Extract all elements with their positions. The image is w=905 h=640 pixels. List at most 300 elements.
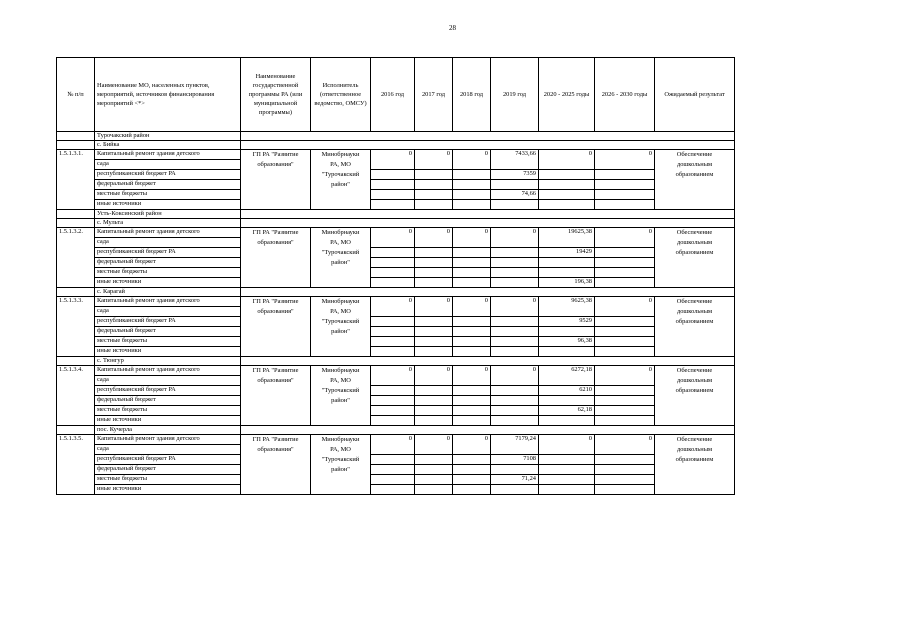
source-label: федеральный бюджет [95, 258, 241, 268]
program-line: ГП РА "Развитие [252, 367, 299, 374]
source-value [415, 170, 453, 180]
activity-name: Капитальный ремонт здания детского [95, 435, 241, 445]
source-value [415, 317, 453, 327]
source-value [371, 327, 415, 337]
source-value [415, 268, 453, 278]
source-value [491, 465, 539, 475]
total-value: 0 [595, 150, 655, 170]
header-2020-2025: 2020 - 2025 годы [539, 58, 595, 132]
source-label: иные источники [95, 200, 241, 210]
total-value: 0 [371, 150, 415, 170]
total-value: 0 [415, 297, 453, 317]
source-value [371, 475, 415, 485]
settlement-row [57, 357, 735, 366]
source-value [453, 327, 491, 337]
source-value [415, 200, 453, 210]
executor-line: Минобрнауки [321, 298, 360, 305]
executor-line: Минобрнауки [321, 151, 360, 158]
total-value: 0 [453, 150, 491, 170]
total-value: 0 [491, 228, 539, 248]
source-label: иные источники [95, 485, 241, 495]
source-value [595, 475, 655, 485]
result-cell [655, 435, 735, 495]
source-value [491, 485, 539, 495]
source-label: местные бюджеты [95, 190, 241, 200]
source-value [415, 327, 453, 337]
source-value [371, 465, 415, 475]
source-value [453, 485, 491, 495]
source-value [539, 455, 595, 465]
total-value: 6272,18 [539, 366, 595, 386]
activity-name-cont: сада [95, 445, 241, 455]
total-value: 0 [371, 366, 415, 386]
program-cell [241, 228, 311, 288]
result-line: Обеспечение [676, 229, 713, 236]
header-2019: 2019 год [491, 58, 539, 132]
source-value [415, 347, 453, 357]
source-value [415, 485, 453, 495]
source-value [595, 190, 655, 200]
source-row [57, 268, 735, 278]
settlement-name: с. Бийка [95, 141, 241, 150]
source-row [57, 248, 735, 258]
source-value [371, 485, 415, 495]
source-value [371, 190, 415, 200]
source-value [595, 258, 655, 268]
executor-line: РА, МО [330, 377, 351, 384]
empty-cell [57, 357, 95, 366]
result-line: Обеспечение [676, 436, 713, 443]
header-result: Ожидаемый результат [655, 58, 735, 132]
source-value [491, 386, 539, 396]
source-row [57, 200, 735, 210]
source-value: 7359 [491, 170, 539, 180]
source-value [491, 337, 539, 347]
source-value [491, 258, 539, 268]
empty-cell [57, 426, 95, 435]
source-value [415, 258, 453, 268]
source-value [595, 278, 655, 288]
total-value: 0 [415, 150, 453, 170]
source-label: республиканский бюджет РА [95, 248, 241, 258]
source-value [453, 190, 491, 200]
source-value [371, 416, 415, 426]
executor-cell [311, 435, 371, 495]
source-value [371, 406, 415, 416]
result-line: образованием [675, 456, 714, 463]
program-line: образования" [257, 161, 294, 168]
financing-table [56, 57, 735, 495]
program-line: ГП РА "Развитие [252, 151, 299, 158]
total-value: 0 [453, 297, 491, 317]
source-value [415, 455, 453, 465]
total-value: 0 [491, 297, 539, 317]
source-row [57, 416, 735, 426]
result-line: образованием [675, 318, 714, 325]
source-value [595, 248, 655, 258]
total-value: 9625,38 [539, 297, 595, 317]
source-value [595, 268, 655, 278]
program-line: образования" [257, 308, 294, 315]
executor-line: РА, МО [330, 308, 351, 315]
result-line: дошкольным [676, 446, 713, 453]
source-value [415, 386, 453, 396]
source-label: местные бюджеты [95, 268, 241, 278]
result-line: Обеспечение [676, 298, 713, 305]
source-value [595, 396, 655, 406]
total-value: 0 [371, 228, 415, 248]
executor-line: район" [331, 181, 350, 188]
source-row [57, 386, 735, 396]
source-value [539, 327, 595, 337]
source-value: 6210 [539, 386, 595, 396]
settlement-name: с. Тюнгур [95, 357, 241, 366]
executor-cell [311, 297, 371, 357]
source-value [371, 347, 415, 357]
source-label: местные бюджеты [95, 337, 241, 347]
source-value [453, 258, 491, 268]
source-label: иные источники [95, 416, 241, 426]
source-label: федеральный бюджет [95, 396, 241, 406]
source-label: республиканский бюджет РА [95, 386, 241, 396]
program-line: образования" [257, 446, 294, 453]
activity-name-cont: сада [95, 160, 241, 170]
source-label: республиканский бюджет РА [95, 455, 241, 465]
source-value [415, 406, 453, 416]
settlement-name: пос. Кучерла [95, 426, 241, 435]
source-value [595, 455, 655, 465]
empty-cell [57, 132, 95, 141]
empty-cell [241, 141, 735, 150]
source-row [57, 258, 735, 268]
source-value [595, 317, 655, 327]
source-value [371, 386, 415, 396]
result-cell [655, 366, 735, 426]
source-value: 7108 [491, 455, 539, 465]
table-header-row [57, 58, 735, 132]
source-label: республиканский бюджет РА [95, 317, 241, 327]
empty-cell [241, 288, 735, 297]
source-row [57, 317, 735, 327]
executor-cell [311, 150, 371, 210]
header-2016: 2016 год [371, 58, 415, 132]
program-cell [241, 297, 311, 357]
program-cell [241, 435, 311, 495]
page-number: 28 [449, 24, 456, 32]
source-value: 71,24 [491, 475, 539, 485]
executor-line: РА, МО [330, 239, 351, 246]
executor-line: "Турочакский [321, 456, 360, 463]
total-value: 0 [539, 150, 595, 170]
executor-line: район" [331, 328, 350, 335]
activity-name-cont: сада [95, 238, 241, 248]
source-value: 74,66 [491, 190, 539, 200]
source-label: федеральный бюджет [95, 465, 241, 475]
empty-cell [57, 288, 95, 297]
source-value [371, 200, 415, 210]
total-value: 0 [595, 297, 655, 317]
source-value [539, 180, 595, 190]
total-value: 0 [453, 366, 491, 386]
source-value [415, 396, 453, 406]
source-row [57, 396, 735, 406]
source-label: иные источники [95, 347, 241, 357]
source-value [539, 347, 595, 357]
source-row [57, 327, 735, 337]
executor-line: Минобрнауки [321, 436, 360, 443]
source-value [453, 268, 491, 278]
source-value [491, 248, 539, 258]
program-line: образования" [257, 377, 294, 384]
source-value [595, 416, 655, 426]
activity-id: 1.5.1.3.3. [57, 297, 95, 357]
empty-cell [241, 357, 735, 366]
header-2018: 2018 год [453, 58, 491, 132]
executor-line: "Турочакский [321, 387, 360, 394]
district-row [57, 210, 735, 219]
source-value [491, 416, 539, 426]
source-row [57, 337, 735, 347]
total-value: 0 [595, 366, 655, 386]
total-value: 0 [415, 228, 453, 248]
settlement-row [57, 288, 735, 297]
executor-line: Минобрнауки [321, 367, 360, 374]
source-value [415, 475, 453, 485]
source-value [371, 317, 415, 327]
source-value [539, 475, 595, 485]
executor-line: РА, МО [330, 446, 351, 453]
source-value [415, 416, 453, 426]
source-value [453, 455, 491, 465]
source-value [453, 170, 491, 180]
source-value [415, 465, 453, 475]
settlement-row [57, 141, 735, 150]
header-name: Наименование МО, населенных пунктов, мероприятий, источников финансирования мероприятий <*> [95, 58, 241, 132]
activity-row [57, 228, 735, 238]
activity-id: 1.5.1.3.4. [57, 366, 95, 426]
source-value [539, 200, 595, 210]
source-label: республиканский бюджет РА [95, 170, 241, 180]
source-value [491, 268, 539, 278]
activity-row [57, 297, 735, 307]
source-value [491, 200, 539, 210]
source-value [491, 347, 539, 357]
source-value [539, 485, 595, 495]
executor-line: район" [331, 259, 350, 266]
activity-id: 1.5.1.3.5. [57, 435, 95, 495]
source-value [415, 190, 453, 200]
result-line: дошкольным [676, 239, 713, 246]
result-line: дошкольным [676, 308, 713, 315]
executor-cell [311, 366, 371, 426]
header-program: Наименование государственной программы РА (или муниципальной программы) [241, 58, 311, 132]
source-value: 62,18 [539, 406, 595, 416]
source-value [539, 268, 595, 278]
empty-cell [241, 219, 735, 228]
total-value: 0 [595, 435, 655, 455]
source-value [453, 248, 491, 258]
source-value: 96,38 [539, 337, 595, 347]
source-value [539, 258, 595, 268]
source-value [595, 465, 655, 475]
empty-cell [57, 210, 95, 219]
source-value [595, 170, 655, 180]
program-line: ГП РА "Развитие [252, 229, 299, 236]
program-line: образования" [257, 239, 294, 246]
source-value [453, 386, 491, 396]
source-value [415, 248, 453, 258]
empty-cell [241, 210, 735, 219]
activity-id: 1.5.1.3.2. [57, 228, 95, 288]
result-line: дошкольным [676, 161, 713, 168]
source-value [371, 258, 415, 268]
source-value [453, 337, 491, 347]
source-value [491, 327, 539, 337]
source-value [371, 455, 415, 465]
source-value [453, 200, 491, 210]
source-value [595, 485, 655, 495]
total-value: 0 [595, 228, 655, 248]
executor-line: район" [331, 466, 350, 473]
source-value [415, 278, 453, 288]
total-value: 0 [371, 297, 415, 317]
empty-cell [57, 141, 95, 150]
source-value [491, 406, 539, 416]
source-value [491, 180, 539, 190]
source-value [453, 406, 491, 416]
program-cell [241, 366, 311, 426]
source-value [415, 180, 453, 190]
result-line: дошкольным [676, 377, 713, 384]
source-label: федеральный бюджет [95, 327, 241, 337]
source-value [371, 337, 415, 347]
total-value: 0 [415, 435, 453, 455]
source-value [371, 268, 415, 278]
source-row [57, 190, 735, 200]
source-row [57, 180, 735, 190]
settlement-row [57, 426, 735, 435]
source-label: федеральный бюджет [95, 180, 241, 190]
activity-row [57, 366, 735, 376]
source-value: 9529 [539, 317, 595, 327]
total-value: 7179,24 [491, 435, 539, 455]
executor-line: РА, МО [330, 161, 351, 168]
activity-name: Капитальный ремонт здания детского [95, 150, 241, 160]
executor-line: "Турочакский [321, 249, 360, 256]
activity-row [57, 150, 735, 160]
source-value [453, 396, 491, 406]
source-value [371, 180, 415, 190]
header-executor: Исполнитель (ответственное ведомство, ОМСУ) [311, 58, 371, 132]
source-value [539, 416, 595, 426]
program-line: ГП РА "Развитие [252, 298, 299, 305]
total-value: 0 [415, 366, 453, 386]
source-value [453, 278, 491, 288]
activity-name: Капитальный ремонт здания детского [95, 297, 241, 307]
result-line: образованием [675, 387, 714, 394]
program-cell [241, 150, 311, 210]
result-line: образованием [675, 249, 714, 256]
activity-name: Капитальный ремонт здания детского [95, 366, 241, 376]
header-2017: 2017 год [415, 58, 453, 132]
executor-line: "Турочакский [321, 318, 360, 325]
executor-line: район" [331, 397, 350, 404]
total-value: 0 [453, 435, 491, 455]
source-label: иные источники [95, 278, 241, 288]
total-value: 0 [539, 435, 595, 455]
source-value [539, 465, 595, 475]
source-value [371, 248, 415, 258]
source-value [453, 180, 491, 190]
result-cell [655, 150, 735, 210]
empty-cell [241, 132, 735, 141]
executor-cell [311, 228, 371, 288]
source-value [595, 337, 655, 347]
total-value: 0 [453, 228, 491, 248]
source-value [453, 347, 491, 357]
source-value: 196,38 [539, 278, 595, 288]
source-value [491, 278, 539, 288]
settlement-name: с. Карагай [95, 288, 241, 297]
result-line: Обеспечение [676, 367, 713, 374]
source-value [415, 337, 453, 347]
header-number: № п/п [57, 58, 95, 132]
source-value [371, 170, 415, 180]
executor-line: Минобрнауки [321, 229, 360, 236]
settlement-row [57, 219, 735, 228]
result-line: образованием [675, 171, 714, 178]
result-cell [655, 297, 735, 357]
source-row [57, 455, 735, 465]
source-row [57, 347, 735, 357]
empty-cell [57, 219, 95, 228]
district-name: Турочакский район [95, 132, 241, 141]
activity-name-cont: сада [95, 376, 241, 386]
source-value [371, 278, 415, 288]
activity-id: 1.5.1.3.1. [57, 150, 95, 210]
source-value [539, 170, 595, 180]
source-label: местные бюджеты [95, 406, 241, 416]
source-value [453, 317, 491, 327]
program-line: ГП РА "Развитие [252, 436, 299, 443]
result-cell [655, 228, 735, 288]
source-value [371, 396, 415, 406]
source-value [491, 317, 539, 327]
activity-name-cont: сада [95, 307, 241, 317]
total-value: 0 [371, 435, 415, 455]
activity-row [57, 435, 735, 445]
source-value [539, 190, 595, 200]
result-line: Обеспечение [676, 151, 713, 158]
source-value [453, 416, 491, 426]
source-row [57, 475, 735, 485]
source-row [57, 170, 735, 180]
source-value [595, 200, 655, 210]
source-row [57, 278, 735, 288]
total-value: 0 [491, 366, 539, 386]
source-row [57, 406, 735, 416]
source-value [539, 396, 595, 406]
district-name: Усть-Коксинский район [95, 210, 241, 219]
source-value [595, 180, 655, 190]
header-2026-2030: 2026 - 2030 годы [595, 58, 655, 132]
source-row [57, 465, 735, 475]
source-row [57, 485, 735, 495]
district-row [57, 132, 735, 141]
source-value [595, 406, 655, 416]
source-value [595, 327, 655, 337]
source-label: местные бюджеты [95, 475, 241, 485]
